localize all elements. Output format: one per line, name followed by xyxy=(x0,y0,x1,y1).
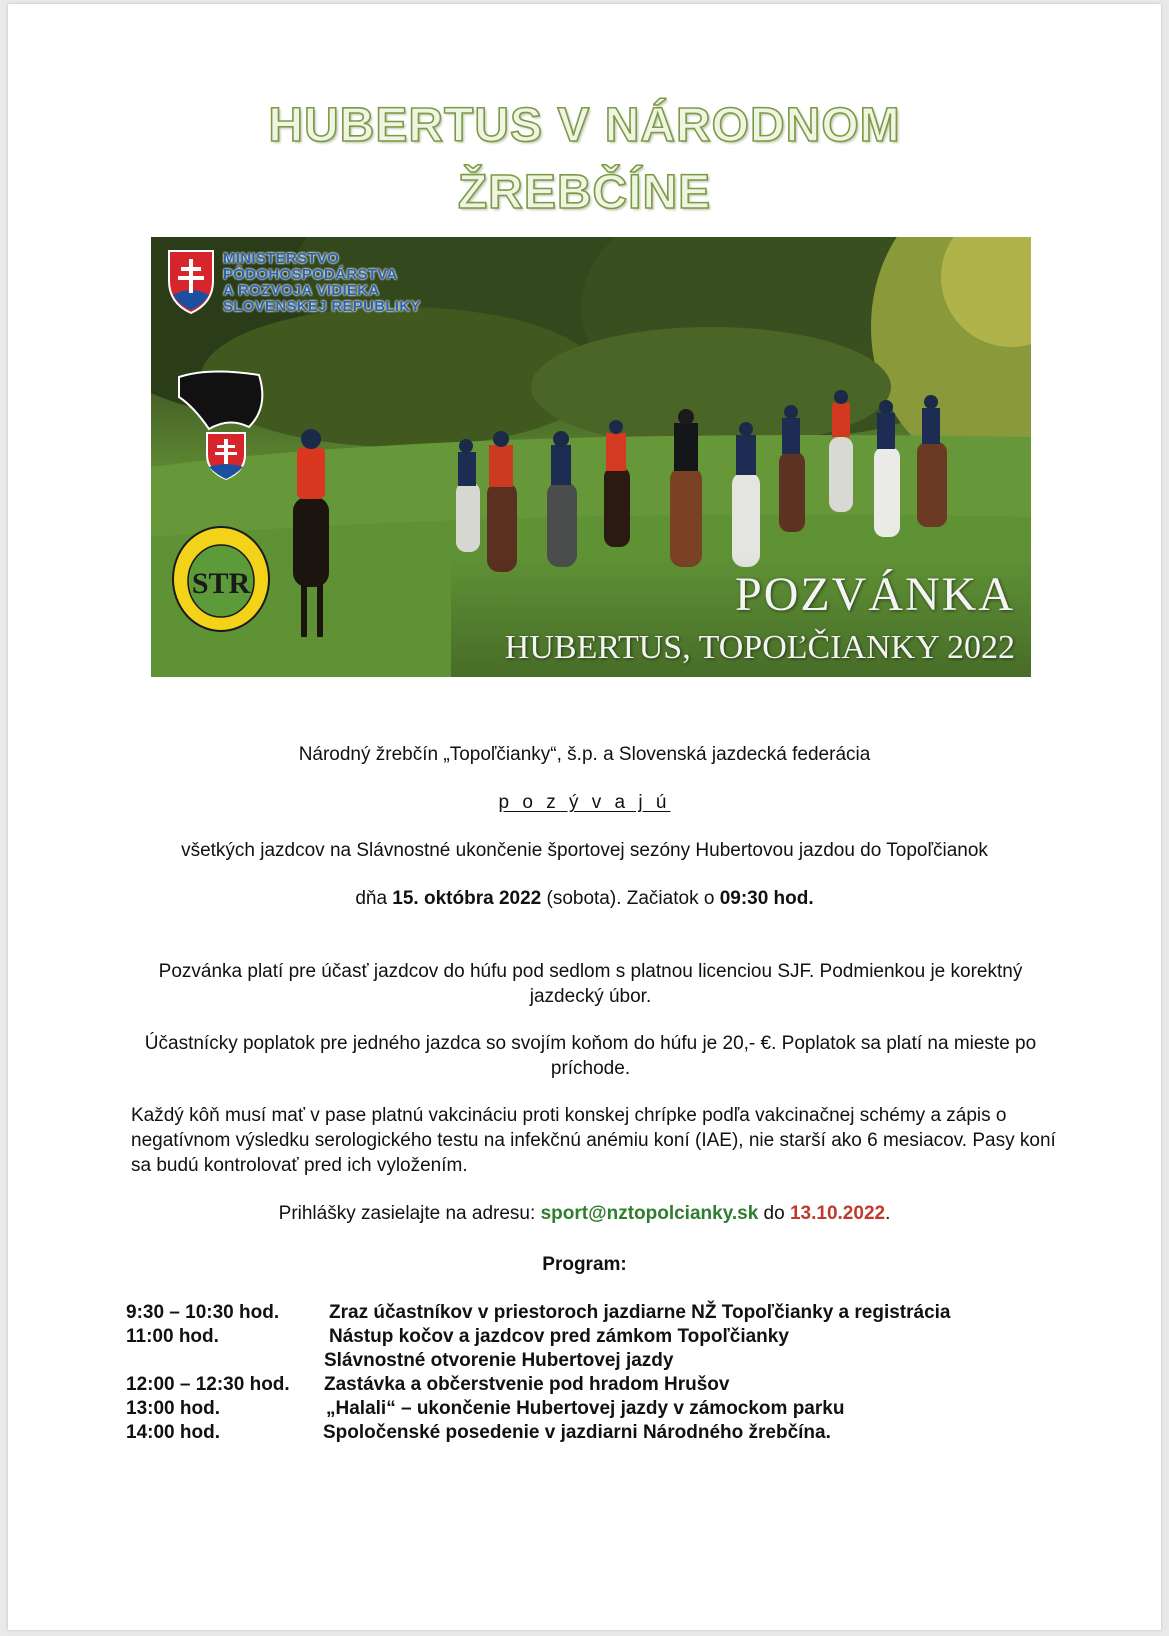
email-link[interactable]: sport@nztopolcianky.sk xyxy=(540,1203,759,1224)
schedule-time: 12:00 – 12:30 hod. xyxy=(126,1374,290,1395)
apply-prefix: Prihlášky zasielajte na adresu: xyxy=(278,1203,541,1224)
document-page xyxy=(8,4,1161,1630)
logo-monogram: STR xyxy=(191,567,251,600)
program-heading: Program: xyxy=(542,1254,627,1275)
application-line xyxy=(8,1201,1161,1226)
date-prefix: dňa xyxy=(355,888,393,909)
title-line-1: HUBERTUS V NÁRODNOM xyxy=(268,99,901,152)
banner-subheading: HUBERTUS, TOPOĽČIANKY 2022 xyxy=(504,629,1015,666)
vaccination-paragraph: Každý kôň musí mať v pase platnú vakcináciu proti konskej chrípke podľa vakcinačnej schémy a zápis o negatívnom výsledku serologického testu na infekčnú anémiu koní (IAE), nie starší ako 6 mesiacov. Pasy koní sa budú kontrolovať pred ich vyložením. xyxy=(131,1105,1056,1176)
date-line xyxy=(8,886,1161,911)
schedule-time: 11:00 hod. xyxy=(126,1326,219,1347)
date-middle: (sobota). Začiatok o xyxy=(541,888,720,909)
deadline-date: 13.10.2022 xyxy=(789,1203,886,1224)
ministry-line-1: MINISTERSTVO xyxy=(223,250,340,267)
schedule-time: 14:00 hod. xyxy=(126,1422,220,1443)
apply-suffix: . xyxy=(885,1203,891,1224)
invite-text: p o z ý v a j ú xyxy=(498,792,671,813)
schedule-row xyxy=(126,1373,1066,1397)
schedule-time: 13:00 hod. xyxy=(126,1398,220,1419)
schedule-row xyxy=(126,1397,1066,1421)
title-line-2: ŽREBČÍNE xyxy=(457,166,712,219)
fee-paragraph: Účastnícky poplatok pre jedného jazdca so svojím koňom do húfu je 20,- €. Poplatok sa platí na mieste po príchode. xyxy=(144,1033,1037,1079)
ministry-line-4: SLOVENSKEJ REPUBLIKY xyxy=(223,298,421,315)
start-time: 09:30 hod. xyxy=(719,888,814,909)
schedule-desc: Nástup kočov a jazdcov pred zámkom Topoľčianky xyxy=(329,1326,789,1347)
all-riders-line: všetkých jazdcov na Slávnostné ukončenie športovej sezóny Hubertovou jazdou do Topoľčianok xyxy=(181,840,988,861)
banner-heading: POZVÁNKA xyxy=(735,568,1015,621)
schedule-desc: Slávnostné otvorenie Hubertovej jazdy xyxy=(324,1350,674,1371)
schedule-desc: „Halali“ – ukončenie Hubertovej jazdy v zámockom parku xyxy=(326,1398,845,1419)
ministry-line-2: PÔDOHOSPODÁRSTVA xyxy=(223,266,398,283)
validity-paragraph: Pozvánka platí pre účasť jazdcov do húfu pod sedlom s platnou licenciou SJF. Podmienkou je korektný jazdecký úbor. xyxy=(158,961,1023,1007)
invite-line xyxy=(8,790,1161,815)
schedule-desc: Zastávka a občerstvenie pod hradom Hrušov xyxy=(324,1374,730,1395)
organizers-line: Národný žrebčín „Topoľčianky“, š.p. a Slovenská jazdecká federácia xyxy=(298,744,871,765)
schedule-row xyxy=(126,1349,1066,1373)
schedule-desc: Zraz účastníkov v priestoroch jazdiarne NŽ Topoľčianky a registrácia xyxy=(329,1302,951,1323)
ministry-name xyxy=(223,251,421,315)
event-date: 15. októbra 2022 xyxy=(392,888,542,909)
banner-photo xyxy=(151,237,1031,677)
schedule-time: 9:30 – 10:30 hod. xyxy=(126,1302,280,1323)
schedule-desc: Spoločenské posedenie v jazdiarni Národného žrebčína. xyxy=(323,1422,831,1443)
schedule-row xyxy=(126,1421,1066,1445)
schedule-row xyxy=(126,1301,1066,1325)
ministry-line-3: A ROZVOJA VIDIEKA xyxy=(223,282,380,299)
schedule-row xyxy=(126,1325,1066,1349)
program-schedule xyxy=(126,1301,1066,1445)
apply-middle: do xyxy=(758,1203,790,1224)
